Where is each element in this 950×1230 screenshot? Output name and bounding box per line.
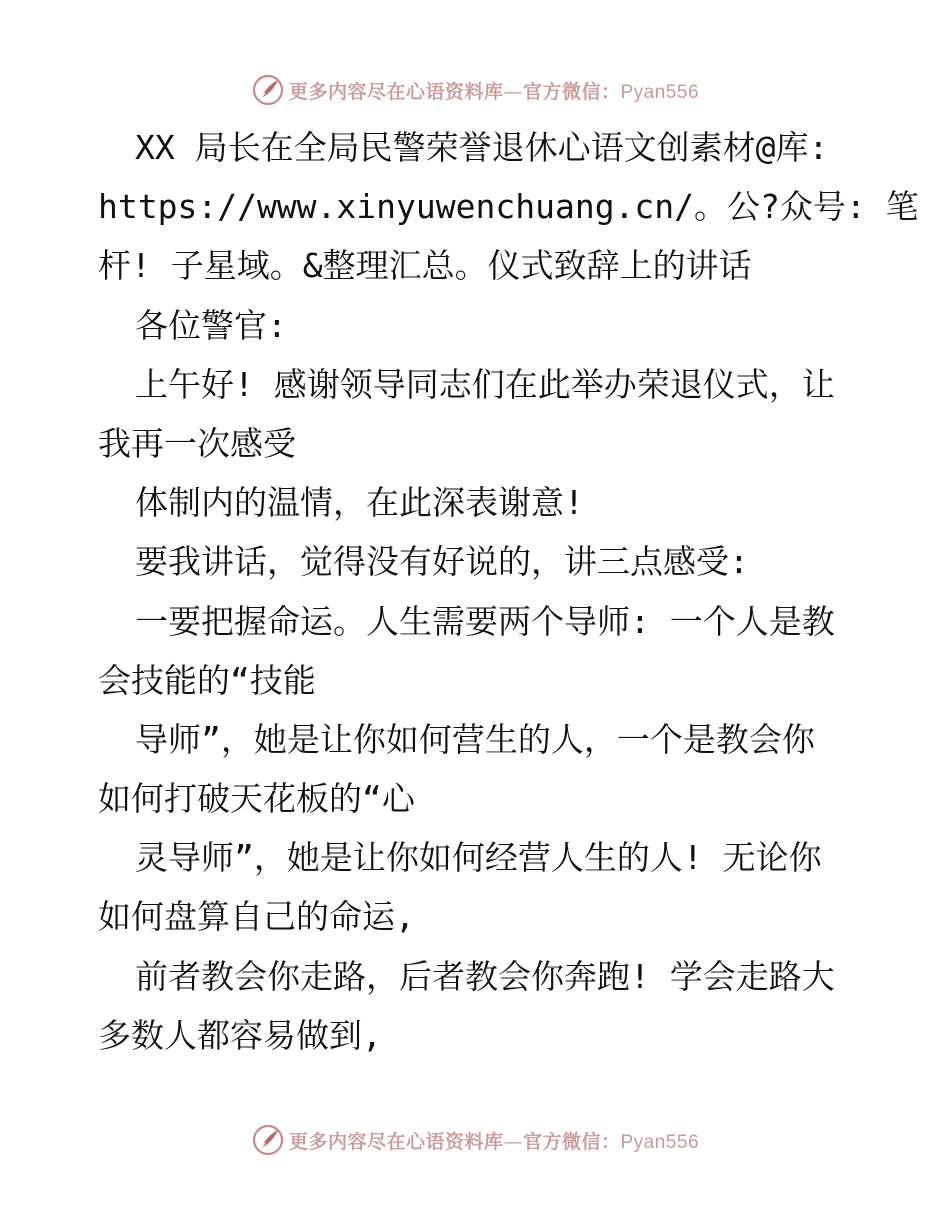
text-line: 上午好! 感谢领导同志们在此举办荣退仪式，让 (135, 364, 835, 404)
text-line: 如何盘算自己的命运, (98, 897, 415, 937)
text-line: 要我讲话，觉得没有好说的，讲三点感受: (135, 542, 749, 582)
text-line: XX 局长在全局民警荣誉退休心语文创素材@库: (135, 128, 829, 167)
footer-watermark (0, 1120, 950, 1160)
text-line: 如何打破天花板的“心 (98, 779, 415, 819)
text-line: 灵导师”，她是让你如何经营人生的人! 无论你 (135, 838, 822, 878)
text-line: 我再一次感受 (98, 423, 296, 463)
watermark-text: 更多内容尽在心语资料库—官方微信：Pyan556 (288, 80, 700, 103)
text-line: 一要把握命运。人生需要两个导师: 一个人是教 (135, 601, 835, 641)
quill-pen-logo-icon (251, 1123, 285, 1157)
quill-pen-logo-icon (251, 73, 285, 107)
text-line: 前者教会你走路，后者教会你奔跑! 学会走路大 (135, 956, 835, 996)
text-line: 多数人都容易做到, (98, 1015, 382, 1055)
text-line: 体制内的温情，在此深表谢意! (135, 483, 584, 523)
text-line: https://www.xinyuwenchuang.cn/。公?众号: 笔 (98, 187, 919, 227)
header-watermark (0, 70, 950, 110)
text-line: 杆! 子星域。&整理汇总。仪式致辞上的讲话 (98, 246, 752, 286)
document-body (98, 118, 919, 1065)
text-line: 导师”，她是让你如何营生的人，一个是教会你 (135, 719, 815, 759)
text-line: 会技能的“技能 (98, 660, 316, 700)
watermark-text: 更多内容尽在心语资料库—官方微信：Pyan556 (288, 1130, 700, 1153)
text-line: 各位警官: (135, 305, 287, 345)
